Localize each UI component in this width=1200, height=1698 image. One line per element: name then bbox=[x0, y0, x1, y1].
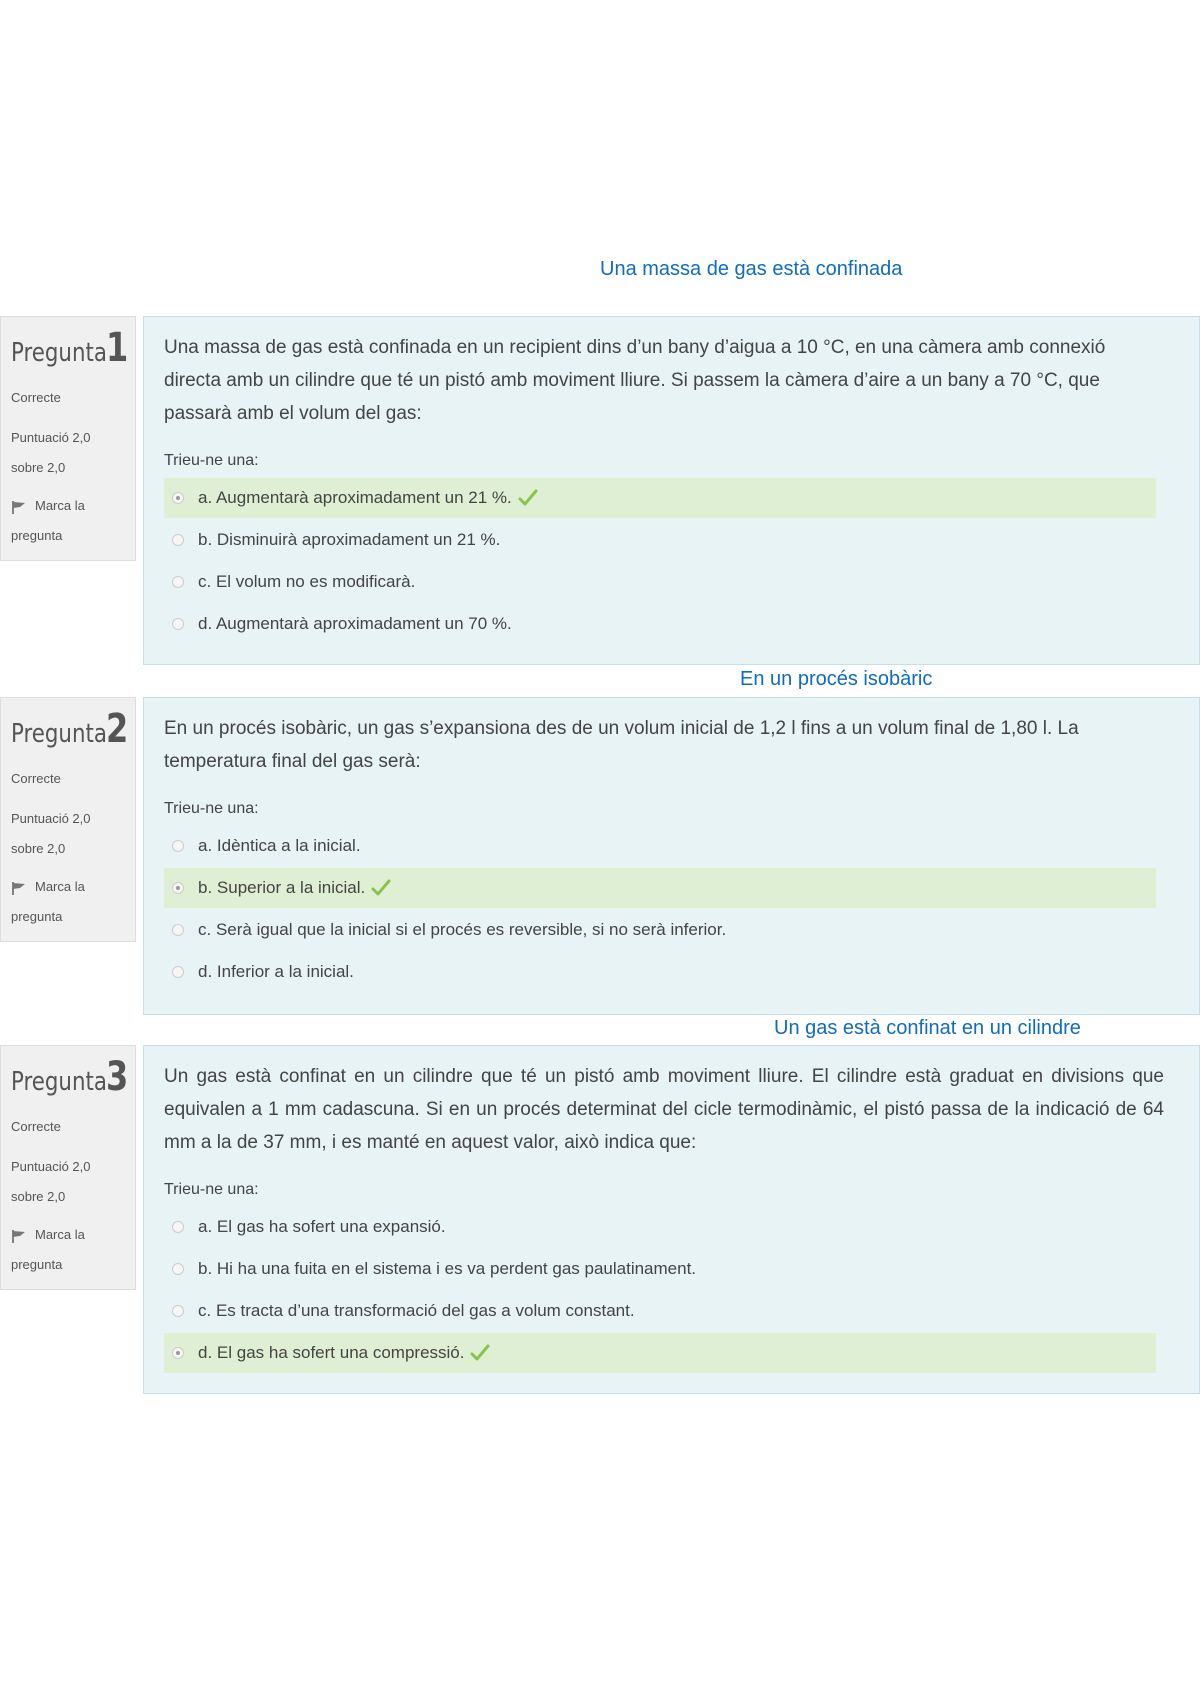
question-number: 2 bbox=[105, 706, 129, 752]
question-1-content bbox=[143, 316, 1200, 665]
answer-label: d. El gas ha sofert una compressió. bbox=[198, 1343, 465, 1362]
answer-radio[interactable] bbox=[172, 492, 184, 504]
answer-radio[interactable] bbox=[172, 882, 184, 894]
question-score: Puntuació 2,0 bbox=[11, 430, 91, 445]
question-3-heading-link[interactable]: Un gas està confinat en un cilindre bbox=[774, 1017, 1081, 1039]
answer-radio[interactable] bbox=[172, 534, 184, 546]
question-state: Correcte bbox=[11, 390, 61, 405]
answer-option[interactable] bbox=[164, 1333, 1156, 1373]
question-state: Correcte bbox=[11, 1119, 61, 1134]
question-label: Pregunta bbox=[11, 338, 107, 368]
question-1-heading-link[interactable]: Una massa de gas està confinada bbox=[600, 258, 903, 280]
question-score-max: sobre 2,0 bbox=[11, 1189, 66, 1204]
question-number: 3 bbox=[105, 1054, 129, 1100]
question-label: Pregunta bbox=[11, 719, 107, 749]
answer-list bbox=[164, 1207, 1179, 1373]
flag-label: Marca la bbox=[35, 1227, 85, 1242]
answer-option[interactable] bbox=[164, 910, 1156, 950]
answer-option[interactable] bbox=[164, 826, 1156, 866]
answer-label: a. El gas ha sofert una expansió. bbox=[198, 1217, 446, 1236]
answer-radio[interactable] bbox=[172, 924, 184, 936]
answer-label: c. Serà igual que la inicial si el procés es reversible, si no serà inferior. bbox=[198, 920, 727, 939]
question-text: Una massa de gas està confinada en un recipient dins d’un bany d’aigua a 10 °C, en una càmera amb connexió directa amb un cilindre que té un pistó amb moviment lliure. Si passem la càmera d’aire a un bany a 70 °C, que passarà amb el volum del gas: bbox=[164, 337, 1106, 424]
flag-label-2: pregunta bbox=[11, 1257, 63, 1272]
question-2-heading-link[interactable]: En un procés isobàric bbox=[740, 668, 933, 690]
question-3-info bbox=[0, 1045, 136, 1290]
question-1-info bbox=[0, 316, 136, 561]
check-icon bbox=[470, 1344, 490, 1362]
flag-question-button[interactable] bbox=[11, 872, 135, 902]
question-score-max: sobre 2,0 bbox=[11, 460, 66, 475]
answer-radio[interactable] bbox=[172, 1263, 184, 1275]
answer-option[interactable] bbox=[164, 1249, 1156, 1289]
answer-prompt: Trieu-ne una: bbox=[164, 800, 259, 817]
answer-option[interactable] bbox=[164, 478, 1156, 518]
answer-prompt: Trieu-ne una: bbox=[164, 452, 259, 469]
answer-radio[interactable] bbox=[172, 966, 184, 978]
question-2-title bbox=[11, 706, 135, 752]
flag-icon bbox=[11, 1229, 27, 1243]
answer-label: d. Inferior a la inicial. bbox=[198, 962, 354, 981]
answer-list bbox=[164, 478, 1179, 644]
answer-list bbox=[164, 826, 1179, 992]
answer-label: a. Idèntica a la inicial. bbox=[198, 836, 361, 855]
answer-option[interactable] bbox=[164, 952, 1156, 992]
answer-option[interactable] bbox=[164, 562, 1156, 602]
answer-label: b. Hi ha una fuita en el sistema i es va perdent gas paulatinament. bbox=[198, 1259, 697, 1278]
answer-radio[interactable] bbox=[172, 840, 184, 852]
answer-radio[interactable] bbox=[172, 1347, 184, 1359]
flag-question-button[interactable] bbox=[11, 1220, 135, 1250]
flag-label-2: pregunta bbox=[11, 528, 63, 543]
question-label: Pregunta bbox=[11, 1067, 107, 1097]
question-score: Puntuació 2,0 bbox=[11, 811, 91, 826]
answer-radio[interactable] bbox=[172, 576, 184, 588]
question-number: 1 bbox=[105, 325, 129, 371]
answer-label: c. El volum no es modificarà. bbox=[198, 572, 416, 591]
flag-icon bbox=[11, 500, 27, 514]
answer-radio[interactable] bbox=[172, 1221, 184, 1233]
answer-option[interactable] bbox=[164, 604, 1156, 644]
answer-label: d. Augmentarà aproximadament un 70 %. bbox=[198, 614, 512, 633]
question-3-content bbox=[143, 1045, 1200, 1394]
check-icon bbox=[518, 489, 538, 507]
answer-label: a. Augmentarà aproximadament un 21 %. bbox=[198, 488, 512, 507]
flag-question-button[interactable] bbox=[11, 491, 135, 521]
question-2-info bbox=[0, 697, 136, 942]
flag-icon bbox=[11, 881, 27, 895]
answer-option[interactable] bbox=[164, 868, 1156, 908]
answer-option[interactable] bbox=[164, 1291, 1156, 1331]
answer-label: b. Superior a la inicial. bbox=[198, 878, 366, 897]
answer-label: c. Es tracta d’una transformació del gas a volum constant. bbox=[198, 1301, 635, 1320]
answer-option[interactable] bbox=[164, 1207, 1156, 1247]
question-2-content bbox=[143, 697, 1200, 1015]
question-text: Un gas està confinat en un cilindre que té un pistó amb moviment lliure. El cilindre està graduat en divisions que equivalen a 1 mm cadascuna. Si en un procés determinat del cicle termodinàmic, el pistó passa de la indicació de 64 mm a la de 37 mm, i es manté en aquest valor, això indica que: bbox=[164, 1066, 1164, 1153]
question-state: Correcte bbox=[11, 771, 61, 786]
question-1-title bbox=[11, 325, 135, 371]
flag-label-2: pregunta bbox=[11, 909, 63, 924]
answer-prompt: Trieu-ne una: bbox=[164, 1181, 259, 1198]
question-score: Puntuació 2,0 bbox=[11, 1159, 91, 1174]
check-icon bbox=[371, 879, 391, 897]
answer-label: b. Disminuirà aproximadament un 21 %. bbox=[198, 530, 501, 549]
answer-radio[interactable] bbox=[172, 1305, 184, 1317]
question-3-title bbox=[11, 1054, 135, 1100]
answer-radio[interactable] bbox=[172, 618, 184, 630]
flag-label: Marca la bbox=[35, 879, 85, 894]
question-text: En un procés isobàric, un gas s’expansiona des de un volum inicial de 1,2 l fins a un volum final de 1,80 l. La temperatura final del gas serà: bbox=[164, 718, 1079, 772]
answer-option[interactable] bbox=[164, 520, 1156, 560]
question-score-max: sobre 2,0 bbox=[11, 841, 66, 856]
flag-label: Marca la bbox=[35, 498, 85, 513]
